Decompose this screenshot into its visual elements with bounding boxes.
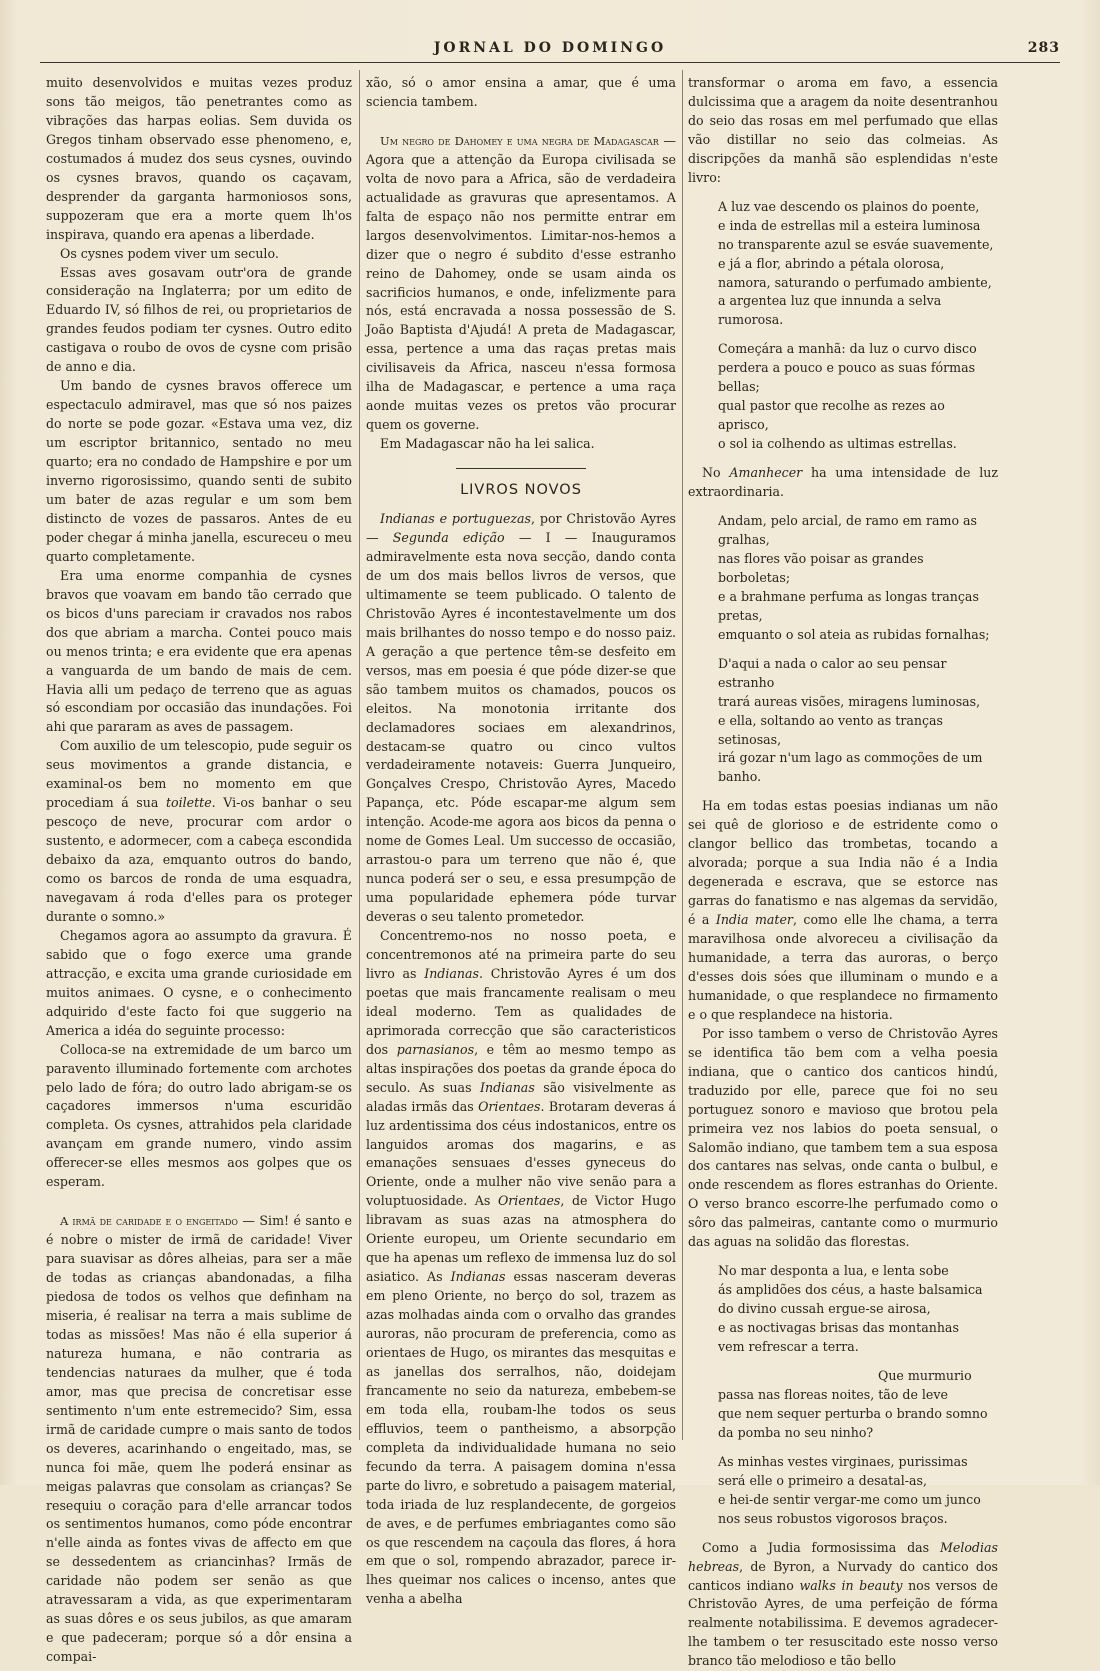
verse-line: No mar desponta a lua, e lenta sobe — [718, 1263, 949, 1279]
verse-line: trará aureas visões, miragens luminosas, — [718, 693, 981, 709]
paragraph — [46, 737, 352, 927]
column-divider-1 — [359, 70, 360, 1440]
italic-text: parnasianos — [396, 1041, 475, 1057]
text: Ha em todas estas poesias indianas um não sei quê de glorioso e de estridente como o clangor bellico das trombetas, tocando a alvorada; porque a sua India não é a India degenerada e escrava, que se estorce nas garras do fanatismo e nas algemas da servidão, é a — [688, 798, 998, 928]
text: . Christovão Ayres é um dos poetas que mais francamente realisam o meu ideal moderno. Tem as qualidades de aprimorada correcção que são caracteristicos dos — [366, 965, 676, 1057]
paragraph: Por isso tambem o verso de Christovão Ayres se identifica tão bem com a velha poesia indiana, que o cantico dos canticos hindú, traduzido por elle, parece que foi no seu portuguez sonoro e mavioso que brotou pela primeira vez nos labios do poeta sensual, o Salomão indiano, que tambem tem a sua esposa dos cantares nas selvas, onde canta o bulbul, e onde rescendem as flores estranhas do Oriente. O verso branco escorre-lhe perfumado como o sôro das palmeiras, cantante como o murmurio das aguas na solidão das florestas. — [688, 1025, 998, 1250]
spacer — [366, 112, 676, 132]
italic-text: Orientaes — [497, 1193, 561, 1209]
text: Com auxilio de um telescopio, pude seguir os seus movimentos a grande distancia, e examinal-os bem no momento em que procediam á sua — [46, 738, 352, 811]
section-rule — [456, 468, 586, 469]
text: , de Byron, a Nurvady do cantico dos canticos indiano — [688, 1558, 998, 1593]
verse-line: e já a flor, abrindo a pétala olorosa, — [718, 255, 945, 271]
text: são visivelmente as aladas irmãs das — [366, 1079, 676, 1114]
text: nos versos de Christovão Ayres, de uma perfeição de fórma realmente notabilissima. E devemos agradecer-lhe tambem o ter resuscitado este nosso verso branco tão melodioso e tão bello — [688, 1577, 998, 1669]
spacer — [688, 1529, 998, 1539]
verse-line: e hei-de sentir vergar-me como um junco — [718, 1491, 981, 1507]
text: . Brotaram deveras á luz ardentissima dos céus indostanicos, entre os languidos aromas dos magarins, e as emanações sensuaes d'esses gyneceus do Oriente, onde a mulher não vive senão para a voluptuosidade. As — [366, 1098, 676, 1209]
article-heading: Um negro de Dahomey e uma negra de Madagascar — [380, 133, 659, 148]
spacer — [688, 645, 998, 655]
header-rule — [40, 62, 1060, 63]
paragraph: Colloca-se na extremidade de um barco um paravento illuminado fortemente com archotes pelo lado de fóra; do outro lado abrigam-se os caçadores immersos n'uma escuridão completa. Os cysnes, attrahidos pela claridade avançam em grande numero, vindo assim offerecer-se elles mesmos aos golpes que os esperam. — [46, 1041, 352, 1190]
paragraph: Chegamos agora ao assumpto da gravura. É sabido que o fogo exerce uma grande attracção, e excita uma grande curiosidade em muitos animaes. O cysne, e o conhecimento adquirido d'este facto foi que suggerio na America a idéa do seguinte processo: — [46, 927, 352, 1038]
spacer — [688, 454, 998, 464]
text: , e têm ao mesmo tempo as altas inspirações dos poetas da grande época do seculo. As suas — [366, 1041, 676, 1095]
verse-line: o sol ia colhendo as ultimas estrellas. — [718, 436, 957, 452]
verse-line: nos seus robustos vigorosos braços. — [718, 1510, 948, 1526]
paragraph: Era uma enorme companhia de cysnes bravos que voavam em bando tão cerrado que os bicos d'uns pareciam ir cravados nos rabos dos que abriam a marcha. Contei pouco mais ou menos trinta; e era evidente que era apenas a vanguarda de um bando de mais de cem. Havia alli um pedaço de terreno que as aguas só escondiam por occasião das inundações. Foi ahi que pararam as aves de passagem. — [46, 567, 352, 735]
italic-text: walks in beauty — [799, 1577, 903, 1593]
verse-line: A luz vae descendo os plainos do poente, — [718, 198, 980, 214]
text: . Vi-os banhar o seu pescoço de neve, procurar com ardor o sustento, e adormecer, com a cabeça escondida debaixo da aza, emquanto outros do bando, como os barcos de ronda de uma esquadra, navegavam á roda d'elles para os proteger durante o somno.» — [46, 795, 352, 924]
italic-text: Melodias hebreas — [688, 1539, 998, 1574]
column-1 — [46, 74, 352, 1665]
article-heading: A irmã de caridade e o engeitado — [60, 1214, 238, 1229]
paragraph — [366, 510, 676, 927]
verse-line: que nem sequer perturba o brando somno — [718, 1405, 988, 1421]
paragraph: transformar o aroma em favo, a essencia dulcissima que a aragem da noite desentranhou do seio das rosas em mel perfumado que ellas vão distillar no seio das colmeias. As discripções da manhã são esplendidas n'este livro: — [688, 75, 998, 185]
verse-line: As minhas vestes virginaes, purissimas — [718, 1453, 968, 1469]
verse-line: e ella, soltando ao vento as tranças setinosas, — [718, 712, 943, 747]
verse-line: perdera a pouco e pouco as suas fórmas bellas; — [718, 360, 976, 395]
italic-text: Orientaes — [478, 1098, 541, 1114]
text: , como elle lhe chama, a terra maravilhosa onde alvoreceu a civilisação da humanidade, a terra das auroras, o berço d'esses dois sóes que illuminam o mundo e a humanidade, o que resplandece no firmamento e o que resplandece na historia. — [688, 912, 998, 1022]
paragraph — [688, 1539, 998, 1671]
paragraph — [688, 464, 998, 502]
text: — I — Inauguramos admiravelmente esta nova secção, dando conta de um dos mais bellos livros de versos, que ultimamente se teem publicado. O talento de Christovão Ayres é incontestavelmente um dos mais brilhantes do nosso tempo e do nosso paiz. A geração a que pertence têm-se desfeito em versos, mas em poesia é que póde dizer-se que são tambem muitos os chamados, poucos os eleitos. Na monotonia irritante dos declamadores sociaes em alexandrinos, destacam-se quatro ou cinco vultos verdadeiramente notaveis: Guerra Junqueiro, Gonçalves Crespo, Christovão Ayres, Macedo Papança, etc. Póde escapar-me algum sem intenção. Acode-me agora aos bicos da penna o nome de Gomes Leal. Um successo de occasião, arrastou-o para um terreno que não é, que nunca poderá ser o seu, e essa presumpção de uma popularidade ephemera póde turvar deveras o seu talento prometedor. — [366, 530, 676, 925]
column-divider-2 — [682, 70, 683, 1440]
italic-text: Indianas — [480, 1079, 535, 1095]
italic-text: Indianas — [424, 965, 479, 981]
spacer — [46, 1192, 352, 1212]
verse-line: e inda de estrellas mil a esteira luminosa — [718, 217, 981, 233]
verse-line: qual pastor que recolhe as rezes ao aprisco, — [718, 398, 945, 433]
text: No — [702, 465, 730, 481]
verse-line: emquanto o sol ateia as rubidas fornalhas; — [718, 626, 990, 642]
column-2 — [366, 74, 677, 1607]
italic-text: Indianas — [450, 1269, 506, 1285]
text: ha uma intensidade de luz extraordinaria. — [688, 465, 999, 500]
verse-line: namora, saturando o perfumado ambiente, — [718, 274, 992, 290]
text: , por Christovão Ayres — — [366, 511, 677, 546]
text: Como a Judia formosissima das — [702, 1539, 940, 1555]
verse-line: passa nas floreas noites, tão de leve — [718, 1386, 948, 1402]
book-title: Indianas e portuguezas — [380, 511, 532, 527]
paragraph — [366, 927, 676, 1609]
text: , de Victor Hugo libravam as suas azas na atmosphera do Oriente europeu, um Oriente secundario em que ha apenas um reflexo de immensa luz do sol asiatico. As — [366, 1193, 676, 1285]
paragraph — [688, 797, 998, 1024]
verse-line: e a brahmane perfuma as longas tranças pretas, — [718, 588, 979, 623]
page-header — [40, 38, 1060, 60]
paragraph: xão, só o amor ensina a amar, que é uma sciencia tambem. — [366, 75, 676, 109]
italic-text: Segunda edição — [392, 530, 505, 546]
text: — Agora que a attenção da Europa civilisada se volta de novo para a Africa, são de verdadeira actualidade as gravuras que apresentamos. A falta de espaço não nos permitte entrar em largos desenvolvimentos. Limitar-nos-hemos a dizer que o negro é subdito d'esse estranho reino de Dahomey, onde se usam ainda os sacrificios humanos, e onde, infelizmente para nós, está encravada a nossa possessão de S. João Baptista d'Ajudá! A preta de Madagascar, essa, pertence a uma das raças pretas mais civilisaveis da Africa, nasceu n'essa formosa ilha de Madagascar, e pertence a uma raça aonde muitas vezes os pretos vão procurar quem os governe. — [366, 132, 676, 433]
verse-line: e as noctivagas brisas das montanhas — [718, 1320, 959, 1336]
text: Concentremo-nos no nosso poeta, e concentremonos até na primeira parte do seu livro as — [366, 928, 676, 981]
verse-line: a argentea luz que innunda a selva rumorosa. — [718, 293, 942, 328]
verse-line: ás amplidões dos céus, a haste balsamica — [718, 1282, 983, 1298]
verse-line: Andam, pelo arcial, de ramo em ramo as gralhas, — [718, 513, 978, 547]
text: — Sim! é santo e é nobre o mister de irmã de caridade! Viver para suavisar as dôres alheias, para ser a mãe de todas as crianças abandonadas, a filha piedosa de todos os velhos que definham na miseria, é realisar na terra a mais sublime de todas as missões! Mas não é ella superior á natureza humana, e não contraria as tendencias naturaes da mulher, que é toda amor, mas que precisa de concretisar esse sentimento n'um ente estremecido? Sim, essa irmã de caridade cumpre o mais santo de todos os deveres, acarinhando o engeitado, mas, se nunca foi mãe, quem lhe poderá ensinar as meigas palavras que consolam as crianças? Se resequiu o coração para d'elle arrancar todos os sentimentos humanos, como póde encontrar n'elle ainda as fontes vivas de affecto em que se dessedentem as criancinhas? Irmãs de caridade não podem ser senão as que atravessaram a vida, as que experimentaram as suas dôres e os seus jubilos, as que amaram e que padeceram; porque só a dôr ensina a compai- — [46, 1213, 352, 1665]
spacer — [688, 1252, 998, 1262]
verse-line: vem refrescar a terra. — [718, 1339, 859, 1355]
paragraph: muito desenvolvidos e muitas vezes produz sons tão meigos, tão penetrantes como as vibrações das harpas eolias. Sem duvida os Gregos tinham observado esse phenomeno, e, costumados á mudez dos seus cysnes, ouvindo os cysnes bravos, quando os caçavam, desprender da garganta harmoniosos sons, suppozeram que era a morte quem lh'os inspirava, quando era apenas a liberdade. — [46, 75, 352, 242]
journal-title: JORNAL DO DOMINGO — [433, 40, 667, 56]
paragraph: Essas aves gosavam outr'ora de grande consideração na Inglaterra; por um edito de Eduardo IV, só filhos de rei, ou proprietarios de grandes feudos podiam ter cysnes. Outro edito castigava o roubo de ovos de cysne com prisão de anno e dia. — [46, 264, 352, 375]
spacer — [688, 1443, 998, 1453]
verse-line: Começára a manhã: da luz o curvo disco — [718, 341, 977, 357]
page-number: 283 — [1027, 40, 1060, 56]
verse-line: Que murmurio — [878, 1368, 972, 1383]
verse-line: do divino cussah ergue-se airosa, — [718, 1301, 931, 1317]
italic-text: Amanhecer — [729, 465, 803, 481]
paragraph: Em Madagascar não ha lei salica. — [380, 436, 595, 452]
text: essas nasceram deveras em pleno Oriente, no berço do sol, trazem as azas molhadas ainda com o orvalho das grandes auroras, não procuram de preferencia, como as orientaes de Hugo, os mirantes das mesquitas e as janellas dos serralhos, não, doidejam francamente no seio da natureza, embebem-se em toda ella, roubam-lhe todos os seus effluvios, teem o pantheismo, a absorpção completa da individualidade humana no seio fecundo da terra. A paisagem domina n'essa parte do livro, e sobretudo a paisagem material, toda iriada de luz resplandecente, de gorgeios de aves, e de perfumes embriagantes como são os que rescendem na caçoula das flores, á hora em que o sol, rompendo abrazador, parece ir-lhes queimar nos calices o incenso, antes que venha a abelha — [366, 1269, 676, 1607]
paragraph — [366, 132, 676, 435]
verse-line: no transparente azul se esváe suavemente, — [718, 236, 994, 252]
paragraph: Um bando de cysnes bravos offerece um espectaculo admiravel, mas que só nos paizes do norte se pode gozar. «Estava uma vez, diz um escriptor britannico, sentado no meu quarto; era no condado de Hampshire e por um inverno rigorosissimo, quando senti de subito um bater de azas regular e um som bem distincto de vozes de passaros. Antes de eu poder chegar á minha janella, escureceu o meu quarto completamente. — [46, 378, 352, 564]
italic-text: India mater — [715, 912, 793, 928]
section-title: LIVROS NOVOS — [460, 482, 582, 499]
spacer — [688, 1357, 998, 1367]
italic-text: toilette — [165, 795, 212, 811]
verse-line: será elle o primeiro a desatal-as, — [718, 1472, 927, 1488]
verse-line: D'aqui a nada o calor ao seu pensar estranho — [718, 655, 947, 690]
paragraph: Os cysnes podem viver um seculo. — [60, 245, 279, 261]
column-3 — [688, 74, 999, 1669]
verse-line: da pomba no seu ninho? — [718, 1424, 874, 1440]
spacer — [688, 787, 998, 797]
spacer — [688, 330, 998, 340]
paragraph — [46, 1212, 352, 1667]
verse-line: nas flores vão poisar as grandes borboletas; — [718, 550, 924, 585]
verse-line: irá gozar n'um lago as commoções de um banho. — [718, 750, 983, 785]
spacer — [688, 188, 998, 198]
spacer — [688, 502, 998, 512]
